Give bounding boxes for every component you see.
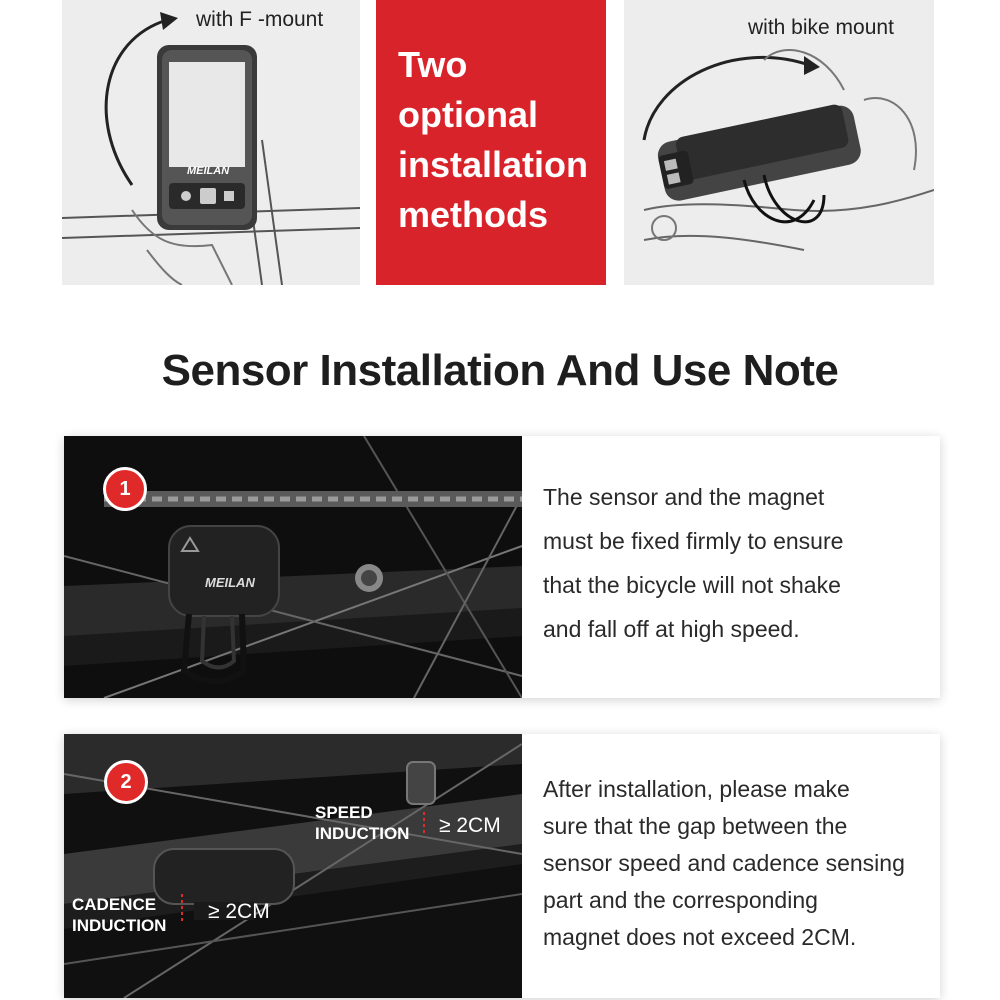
step-1-card xyxy=(64,436,940,698)
step-2-text xyxy=(543,771,905,956)
step-1-line-2: must be fixed firmly to ensure xyxy=(543,528,844,554)
step-2-line-1: After installation, please make xyxy=(543,776,850,802)
step-1-line-1: The sensor and the magnet xyxy=(543,484,825,510)
headline-panel xyxy=(376,0,606,285)
f-mount-panel xyxy=(62,0,360,285)
f-mount-illustration xyxy=(62,0,360,285)
bike-mount-illustration xyxy=(624,0,934,285)
step-1-line-4: and fall off at high speed. xyxy=(543,616,800,642)
step-2-card xyxy=(64,734,940,998)
step-2-line-3: sensor speed and cadence sensing xyxy=(543,850,905,876)
step-2-line-5: magnet does not exceed 2CM. xyxy=(543,924,857,950)
cadence-induction-label xyxy=(72,894,166,936)
step-2-badge: 2 xyxy=(104,760,148,804)
step-1-line-3: that the bicycle will not shake xyxy=(543,572,841,598)
cadence-label-line-1: CADENCE xyxy=(72,895,157,914)
speed-gap-value: ≥ 2CM xyxy=(439,814,501,837)
cadence-gap-value: ≥ 2CM xyxy=(208,900,270,923)
step-1-text xyxy=(543,475,843,651)
headline-line-1: Two xyxy=(398,44,468,85)
speed-label-line-2: INDUCTION xyxy=(315,824,410,843)
f-mount-brand: MEILAN xyxy=(187,165,230,177)
step-2-line-2: sure that the gap between the xyxy=(543,813,848,839)
bike-mount-caption: with bike mount xyxy=(748,16,894,39)
headline-line-2: optional xyxy=(398,94,538,135)
headline-text xyxy=(398,40,588,240)
section-title: Sensor Installation And Use Note xyxy=(161,346,839,395)
speed-induction-label xyxy=(315,802,409,844)
speed-label-line-1: SPEED xyxy=(315,803,373,822)
f-mount-caption: with F -mount xyxy=(196,8,324,31)
headline-line-3: installation xyxy=(398,144,589,185)
step-2-line-4: part and the corresponding xyxy=(543,887,818,913)
headline-line-4: methods xyxy=(398,194,549,235)
step-1-brand: MEILAN xyxy=(205,575,255,590)
bike-mount-panel xyxy=(624,0,934,285)
step-2-photo xyxy=(64,734,522,998)
cadence-label-line-2: INDUCTION xyxy=(72,916,167,935)
step-1-badge: 1 xyxy=(103,467,147,511)
step-1-photo xyxy=(64,436,522,698)
